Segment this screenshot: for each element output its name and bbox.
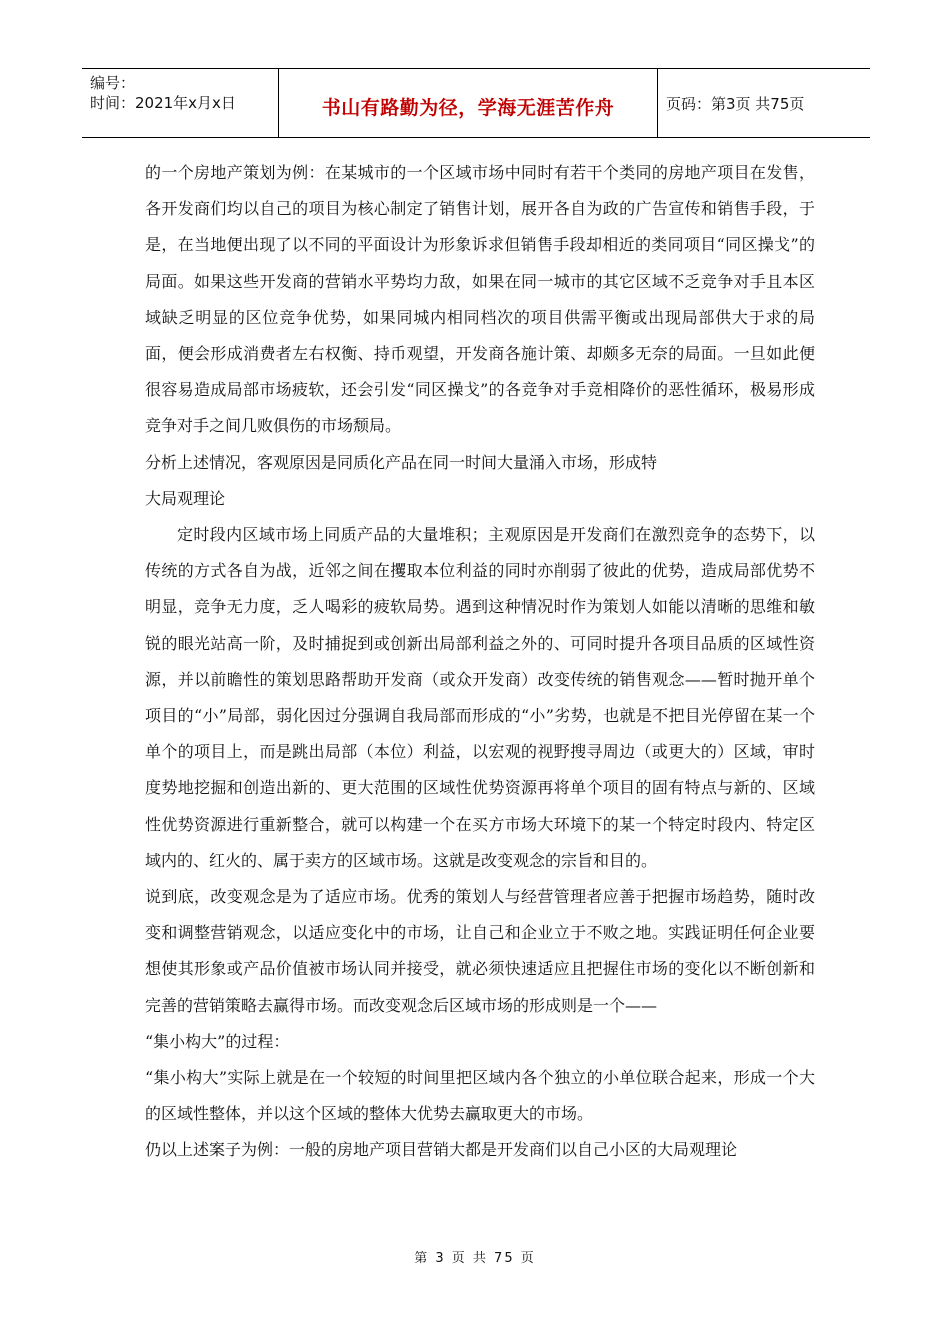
header-info-cell [82, 69, 279, 137]
header-table [82, 68, 870, 138]
page-footer: 第 3 页 共 75 页 [414, 1251, 536, 1266]
header-page-cell [658, 69, 870, 137]
document-body [145, 155, 815, 1169]
header-page-number: 页码：第3页 共75页 [666, 95, 805, 113]
paragraph: 的一个房地产策划为例：在某城市的一个区域市场中同时有若干个类同的房地产项目在发售，各开发商们均以自己的项目为核心制定了销售计划，展开各自为政的广告宣传和销售手段，于是，在当地便出现了以不同的平面设计为形象诉求但销售手段却相近的类同项目“同区操戈”的局面。如果这些开发商的营销水平势均力敌，如果在同一城市的其它区域不乏竞争对手且本区域缺乏明显的区位竞争优势，如果同城内相同档次的项目供需平衡或出现局部供大于求的局面，便会形成消费者左右权衡、持币观望，开发商各施计策、却颇多无奈的局面。一旦如此便很容易造成局部市场疲软，还会引发“同区操戈”的各竞争对手竞相降价的恶性循环，极易形成竞争对手之间几败俱伤的市场颓局。 [145, 163, 815, 436]
paragraph: 定时段内区域市场上同质产品的大量堆积；主观原因是开发商们在激烈竞争的态势下，以传统的方式各自为战，近邻之间在攫取本位利益的同时亦削弱了彼此的优势，造成局部优势不明显，竞争无力度，乏人喝彩的疲软局势。遇到这种情况时作为策划人如能以清晰的思维和敏锐的眼光站高一阶，及时捕捉到或创新出局部利益之外的、可同时提升各项目品质的区域性资源，并以前瞻性的策划思路帮助开发商（或众开发商）改变传统的销售观念——暂时抛开单个项目的“小”局部，弱化因过分强调自我局部而形成的“小”劣势，也就是不把目光停留在某一个单个的项目上，而是跳出局部（本位）利益，以宏观的视野搜寻周边（或更大的）区域，审时度势地挖掘和创造出新的、更大范围的区域性优势资源再将单个项目的固有特点与新的、区域性优势资源进行重新整合，就可以构建一个在买方市场大环境下的某一个特定时段内、特定区域内的、红火的、属于卖方的区域市场。这就是改变观念的宗旨和目的。 [145, 525, 815, 870]
paragraph: “集小构大”的过程： [145, 1031, 290, 1051]
document-date-label: 时间：2021年x月x日 [90, 94, 236, 112]
header-motto: 书山有路勤为径，学海无涯苦作舟 [321, 97, 615, 119]
section-heading: 大局观理论 [145, 488, 226, 508]
paragraph: “集小构大”实际上就是在一个较短的时间里把区域内各个独立的小单位联合起来，形成一个大的区域性整体，并以这个区域的整体大优势去赢取更大的市场。 [145, 1068, 815, 1124]
paragraph: 分析上述情况，客观原因是同质化产品在同一时间大量涌入市场，形成特 [145, 452, 658, 472]
header-motto-cell [279, 69, 658, 137]
paragraph: 说到底，改变观念是为了适应市场。优秀的策划人与经营管理者应善于把握市场趋势，随时改变和调整营销观念，以适应变化中的市场，让自己和企业立于不败之地。实践证明任何企业要想使其形象或产品价值被市场认同并接受，就必须快速适应且把握住市场的变化以不断创新和完善的营销策略去赢得市场。而改变观念后区域市场的形成则是一个—— [145, 887, 815, 1015]
document-number-label: 编号： [90, 74, 136, 92]
paragraph: 仍以上述案子为例：一般的房地产项目营销大都是开发商们以自己小区的大局观理论 [145, 1140, 738, 1160]
